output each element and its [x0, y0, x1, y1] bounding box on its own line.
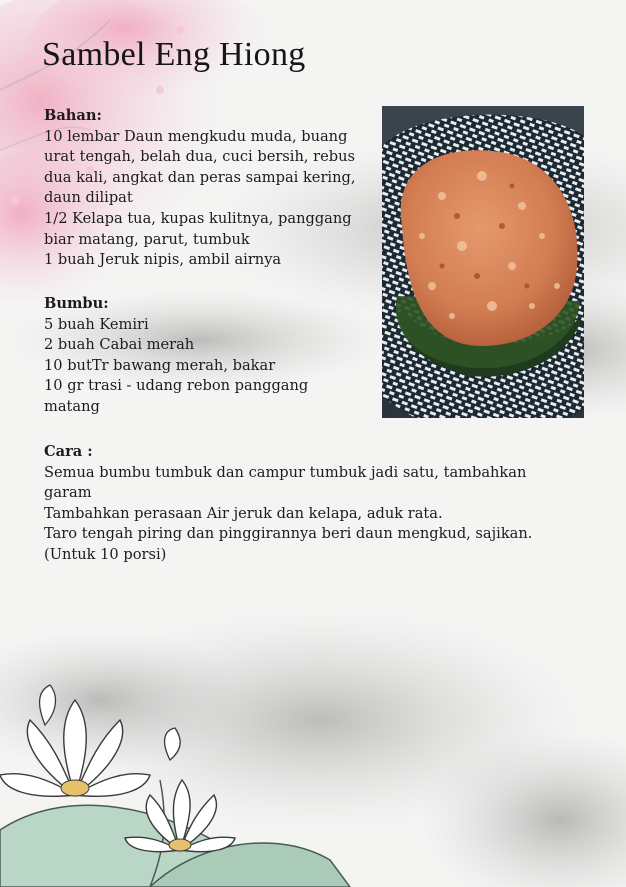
spice-line: 10 butTr bawang merah, bakar [44, 356, 276, 374]
ingredient-line: urat tengah, belah dua, cuci bersih, rebus [44, 148, 355, 166]
ingredient-line: 1/2 Kelapa tua, kupas kulitnya, panggang [44, 209, 352, 227]
spice-line: 5 buah Kemiri [44, 315, 149, 333]
page-title: Sambel Eng Hiong [42, 36, 306, 73]
sambal-photo [382, 106, 584, 418]
ingredient-line: biar matang, parut, tumbuk [44, 230, 250, 248]
spices-heading: Bumbu: [44, 295, 109, 312]
method-line: garam [44, 484, 92, 502]
ingredient-line: 10 lembar Daun mengkudu muda, buang [44, 127, 348, 145]
ingredient-line: dua kali, angkat dan peras sampai kering, [44, 168, 356, 186]
ingredients-section [44, 106, 355, 271]
spice-line: 10 gr trasi - udang rebon panggang [44, 377, 309, 395]
method-line: Taro tengah piring dan pinggirannya beri daun mengkud, sajikan. [44, 525, 533, 543]
ingredients-heading: Bahan: [44, 107, 102, 124]
method-line: Tambahkan perasaan Air jeruk dan kelapa, aduk rata. [44, 504, 443, 522]
method-heading: Cara : [44, 443, 93, 460]
method-section [44, 442, 532, 566]
spice-line: 2 buah Cabai merah [44, 336, 195, 354]
spice-line: matang [44, 397, 100, 415]
spices-section [44, 294, 308, 418]
ingredient-line: 1 buah Jeruk nipis, ambil airnya [44, 251, 282, 269]
method-line: (Untuk 10 porsi) [44, 545, 167, 563]
method-line: Semua bumbu tumbuk dan campur tumbuk jadi satu, tambahkan [44, 463, 527, 481]
ingredient-line: daun dilipat [44, 189, 133, 207]
